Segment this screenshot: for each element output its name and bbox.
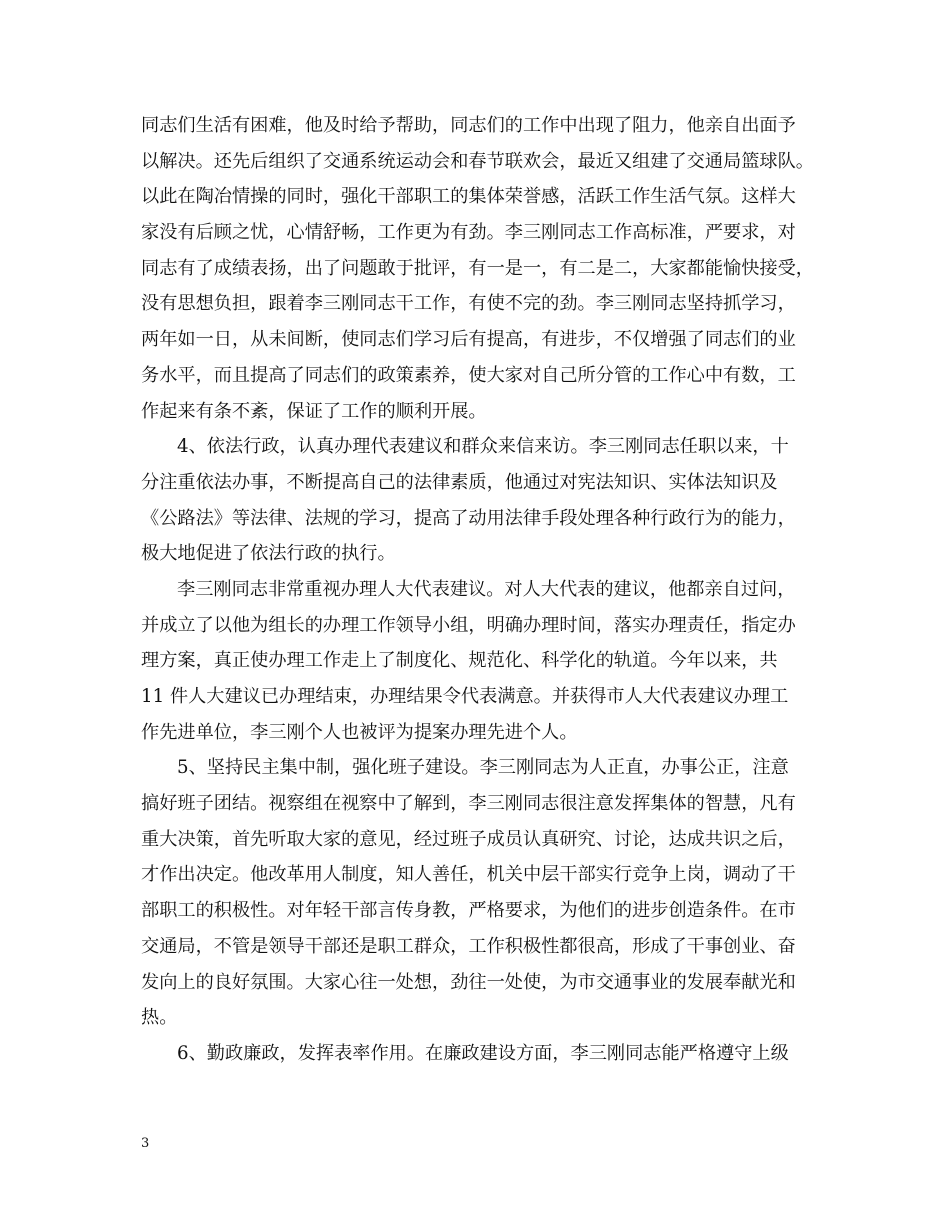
text-line: 理方案，真正使办理工作走上了制度化、规范化、科学化的轨道。今年以来，共 bbox=[141, 650, 778, 672]
text-line: 家没有后顾之忧，心情舒畅，工作更为有劲。李三刚同志工作高标准，严要求，对 bbox=[141, 222, 796, 244]
text-line: 《公路法》等法律、法规的学习，提高了动用法律手段处理各种行政行为的能力， bbox=[141, 507, 796, 529]
text-line: 4、依法行政，认真办理代表建议和群众来信来访。李三刚同志任职以来，十 bbox=[177, 436, 789, 458]
body-text bbox=[141, 108, 814, 1072]
text-line: 以此在陶冶情操的同时，强化干部职工的集体荣誉感，活跃工作生活气氛。这样大 bbox=[141, 186, 796, 208]
text-line: 同志有了成绩表扬，出了问题敢于批评，有一是一，有二是二，大家都能愉快接受， bbox=[141, 257, 814, 279]
page-number: 3 bbox=[141, 1136, 150, 1151]
text-line: 搞好班子团结。视察组在视察中了解到，李三刚同志很注意发挥集体的智慧，凡有 bbox=[141, 793, 796, 815]
text-line: 以解决。还先后组织了交通系统运动会和春节联欢会，最近又组建了交通局篮球队。 bbox=[141, 150, 814, 172]
text-line: 分注重依法办事，不断提高自己的法律素质，他通过对宪法知识、实体法知识及 bbox=[141, 471, 778, 493]
text-line: 没有思想负担，跟着李三刚同志干工作，有使不完的劲。李三刚同志坚持抓学习， bbox=[141, 293, 796, 315]
text-line: 极大地促进了依法行政的执行。 bbox=[141, 543, 396, 565]
text-line: 部职工的积极性。对年轻干部言传身教，严格要求，为他们的进步创造条件。在市 bbox=[141, 900, 796, 922]
text-line: 5、坚持民主集中制，强化班子建设。李三刚同志为人正直，办事公正，注意 bbox=[177, 757, 789, 779]
text-line: 作起来有条不紊，保证了工作的顺利开展。 bbox=[141, 400, 487, 422]
text-line: 两年如一日，从未间断，使同志们学习后有提高，有进步，不仅增强了同志们的业 bbox=[141, 329, 796, 351]
text-line: 11 件人大建议已办理结束，办理结果令代表满意。并获得市人大代表建议办理工 bbox=[141, 686, 789, 707]
text-line: 并成立了以他为组长的办理工作领导小组，明确办理时间，落实办理责任，指定办 bbox=[141, 614, 796, 636]
text-line: 同志们生活有困难，他及时给予帮助，同志们的工作中出现了阻力，他亲自出面予 bbox=[141, 115, 796, 136]
text-line: 发向上的良好氛围。大家心往一处想，劲往一处使，为市交通事业的发展奉献光和 bbox=[141, 971, 796, 993]
text-line: 李三刚同志非常重视办理人大代表建议。对人大代表的建议，他都亲自过问， bbox=[177, 578, 796, 600]
text-line: 务水平，而且提高了同志们的政策素养，使大家对自己所分管的工作心中有数，工 bbox=[141, 364, 796, 386]
text-line: 6、勤政廉政，发挥表率作用。在廉政建设方面，李三刚同志能严格遵守上级 bbox=[177, 1042, 789, 1064]
text-line: 交通局，不管是领导干部还是职工群众，工作积极性都很高，形成了干事创业、奋 bbox=[141, 935, 796, 957]
text-line: 重大决策，首先听取大家的意见，经过班子成员认真研究、讨论，达成共识之后， bbox=[141, 828, 796, 850]
text-line: 才作出决定。他改革用人制度，知人善任，机关中层干部实行竞争上岗，调动了干 bbox=[141, 864, 796, 886]
text-line: 热。 bbox=[141, 1007, 178, 1029]
text-line: 作先进单位，李三刚个人也被评为提案办理先进个人。 bbox=[141, 721, 578, 743]
